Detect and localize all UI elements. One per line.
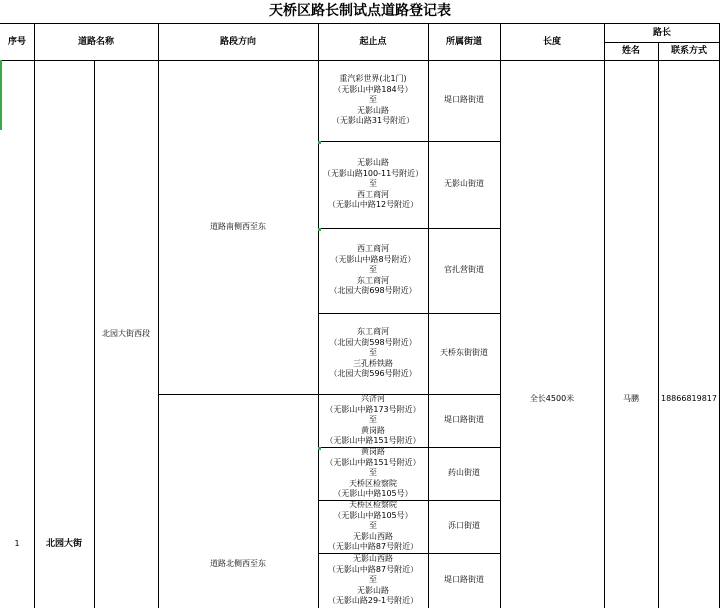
street-cell: 无影山街道 — [444, 179, 484, 189]
endpoint-from: 黄岗路 — [361, 447, 385, 457]
endpoint-to-note: （北园大街698号附近） — [329, 286, 417, 296]
endpoint-to-note: （无影山中路12号附近） — [327, 200, 419, 210]
road-name-cell: 北园大街 — [45, 538, 82, 549]
street-cell: 天桥东街街道 — [440, 348, 488, 358]
chief-name-cell: 马鹏 — [623, 393, 639, 403]
header-street: 所属街道 — [445, 36, 482, 47]
street-cell: 药山街道 — [448, 468, 480, 478]
endpoint-from-note: （无影山中路87号附近） — [327, 564, 419, 574]
endpoint-cell — [318, 394, 428, 447]
endpoint-to-note: （无影山路31号附近） — [331, 116, 415, 126]
road-segment-cell: 北园大街西段 — [102, 328, 150, 338]
endpoint-from: 无影山西路 — [353, 554, 393, 564]
endpoint-sep: 至 — [369, 521, 377, 531]
street-cell: 堤口路街道 — [444, 415, 484, 425]
header-contact: 联系方式 — [670, 45, 707, 56]
endpoint-to: 天桥区检察院 — [349, 478, 397, 488]
endpoint-to: 无影山路 — [357, 105, 389, 115]
endpoint-to-note: （无影山中路151号附近） — [325, 436, 421, 446]
endpoint-to-note: （无影山中路105号） — [333, 489, 413, 499]
endpoint-to: 无影山路 — [357, 585, 389, 595]
endpoint-from: 无影山路 — [357, 158, 389, 168]
header-road-chief: 路长 — [652, 27, 671, 38]
direction-south-cell: 道路南侧西至东 — [210, 221, 266, 231]
header-road-name: 道路名称 — [77, 36, 114, 47]
endpoint-to: 黄岗路 — [361, 425, 385, 435]
street-cell: 堤口路街道 — [444, 95, 484, 105]
header-direction: 路段方向 — [219, 36, 256, 47]
direction-north-cell: 道路北侧西至东 — [210, 558, 266, 568]
cell-marker — [318, 447, 321, 450]
endpoint-sep: 至 — [369, 415, 377, 425]
endpoint-sep: 至 — [369, 179, 377, 189]
endpoint-sep: 至 — [369, 575, 377, 585]
seq-cell: 1 — [14, 538, 20, 548]
endpoint-from-note: （无影山路100-11号附近） — [322, 168, 424, 178]
endpoint-from-note: （无影山中路151号附近） — [325, 457, 421, 467]
endpoint-sep: 至 — [369, 95, 377, 105]
header-length: 长度 — [542, 36, 561, 47]
street-cell: 官扎营街道 — [444, 265, 484, 275]
endpoint-cell — [318, 313, 428, 394]
selection-marker — [0, 60, 2, 130]
cell-marker — [318, 141, 321, 144]
endpoint-from: 重汽彩世界(北1门) — [339, 74, 407, 84]
endpoint-to: 三孔桥铁路 — [353, 358, 393, 368]
header-endpoints: 起止点 — [359, 36, 387, 47]
endpoint-to: 西工商河 — [357, 189, 389, 199]
endpoint-from-note: （无影山中路173号附近） — [325, 404, 421, 414]
endpoint-from-note: （无影山中路8号附近） — [330, 254, 416, 264]
length-cell: 全长4500米 — [529, 393, 575, 403]
street-cell: 堤口路街道 — [444, 575, 484, 585]
endpoint-from-note: （无影山中路184号） — [333, 84, 413, 94]
endpoint-to-note: （无影山中路87号附近） — [327, 542, 419, 552]
endpoint-from: 东工商河 — [357, 327, 389, 337]
endpoint-sep: 至 — [369, 265, 377, 275]
endpoint-to-note: （北园大街596号附近） — [329, 369, 417, 379]
endpoint-cell — [318, 447, 428, 500]
endpoint-cell — [318, 553, 428, 608]
street-cell: 泺口街道 — [448, 521, 480, 531]
endpoint-from: 天桥区检察院 — [349, 500, 397, 510]
endpoint-cell — [318, 228, 428, 313]
endpoint-to-note: （无影山路29-1号附近） — [327, 596, 419, 606]
endpoint-from: 西工商河 — [357, 244, 389, 254]
endpoint-cell — [318, 500, 428, 553]
sheet-title: 天桥区路长制试点道路登记表 — [0, 0, 720, 24]
endpoint-cell — [318, 60, 428, 141]
endpoint-sep: 至 — [369, 348, 377, 358]
endpoint-from: 兴济河 — [361, 394, 385, 404]
chief-phone-cell: 18866819817 — [661, 393, 717, 403]
endpoint-sep: 至 — [369, 468, 377, 478]
header-seq: 序号 — [7, 36, 26, 47]
cell-marker — [318, 228, 321, 231]
endpoint-from-note: （无影山中路105号） — [333, 510, 413, 520]
endpoint-from-note: （北园大街598号附近） — [329, 337, 417, 347]
endpoint-cell — [318, 141, 428, 228]
endpoint-to: 东工商河 — [357, 275, 389, 285]
header-chief-name: 姓名 — [621, 45, 640, 56]
endpoint-to: 无影山西路 — [353, 531, 393, 541]
